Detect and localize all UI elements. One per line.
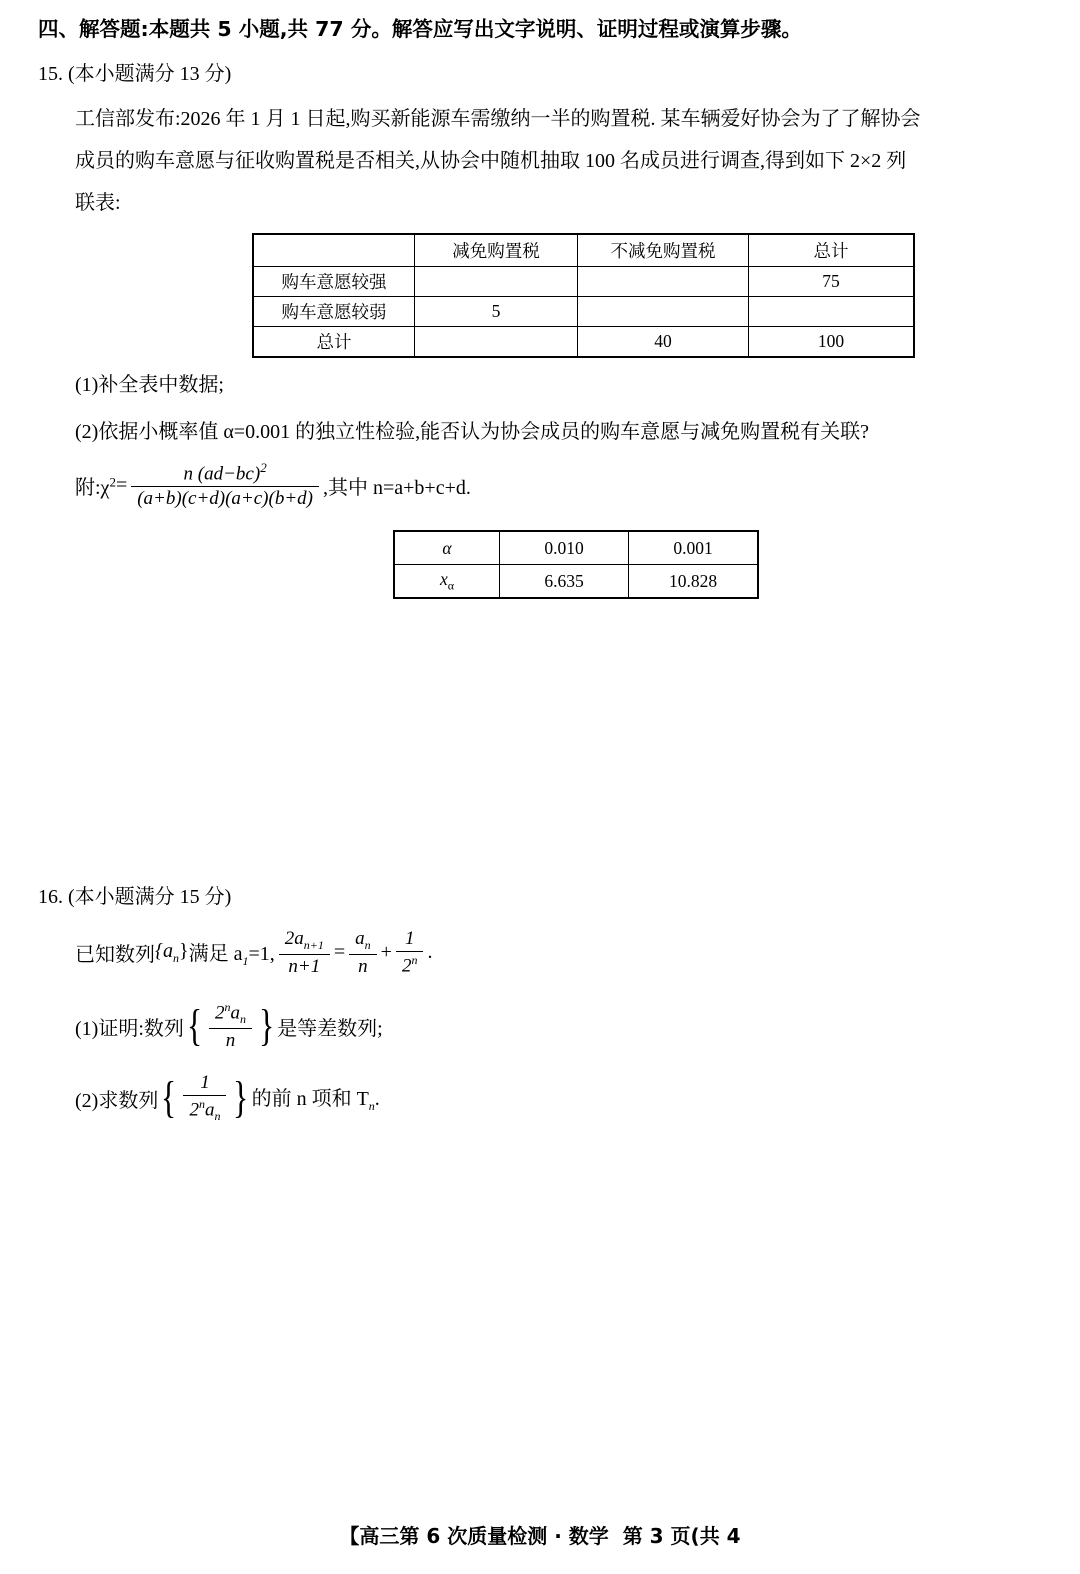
q16-fraction-mid bbox=[349, 928, 377, 978]
table-row bbox=[253, 297, 914, 327]
q16-stem-eq1: =1, bbox=[248, 942, 275, 965]
cell-grand-total: 100 bbox=[749, 327, 915, 358]
table-header-corner bbox=[253, 234, 415, 267]
table-header-not-reduced-tax: 不减免购置税 bbox=[578, 234, 749, 267]
cell-strong-reduced bbox=[415, 267, 578, 297]
q16-fraction-mid-den: n bbox=[358, 955, 368, 977]
formula-denominator: (a+b)(c+d)(a+c)(b+d) bbox=[137, 488, 313, 510]
table-header-reduced-tax: 减免购置税 bbox=[415, 234, 578, 267]
formula-numerator-text: n (ad−bc) bbox=[183, 463, 261, 485]
q16-seq-open: {a bbox=[155, 939, 173, 962]
q16-p2-mid-text: 的前 n 项和 T bbox=[251, 1088, 369, 1111]
table-row bbox=[253, 327, 914, 358]
formula-fraction bbox=[131, 460, 319, 510]
alpha-symbol: α bbox=[442, 537, 452, 558]
question-16-stem bbox=[75, 928, 432, 978]
question-16-number: 16. bbox=[38, 886, 63, 908]
formula-numerator bbox=[178, 460, 273, 486]
footer-title: 高三第 6 次质量检测 · 数学 bbox=[359, 1524, 609, 1548]
question-15-points: (本小题满分 13 分) bbox=[68, 63, 232, 85]
q16-p2-num: 1 bbox=[200, 1072, 210, 1093]
critical-value-table-wrapper bbox=[393, 530, 759, 599]
q16-f1-num-sub: n+1 bbox=[303, 937, 324, 952]
brace-close: } bbox=[258, 1001, 275, 1051]
q16-p1-den: n bbox=[225, 1030, 236, 1052]
q16-f3-den-exp: n bbox=[411, 953, 418, 968]
brace-open: { bbox=[186, 1001, 203, 1051]
q16-seq-close: } bbox=[179, 939, 189, 962]
question-15-stem-line-1: 工信部发布:2026 年 1 月 1 日起,购买新能源车需缴纳一半的购置税. 某车辆爱好协会为了了解协会 bbox=[75, 108, 921, 130]
section-header: 四、解答题:本题共 5 小题,共 77 分。解答应写出文字说明、证明过程或演算步骤。 bbox=[38, 17, 802, 41]
q16-p1-lead: (1)证明:数列 bbox=[75, 1017, 184, 1040]
question-16-header bbox=[38, 880, 231, 909]
row-label-total: 总计 bbox=[253, 327, 415, 358]
question-15-header bbox=[38, 57, 231, 86]
q16-p1-tail: 是等差数列; bbox=[277, 1017, 383, 1040]
q16-p1-num-a: a bbox=[230, 1002, 241, 1024]
contingency-table bbox=[252, 233, 915, 358]
table-row bbox=[253, 234, 914, 267]
q16-fraction-right bbox=[396, 928, 424, 977]
q16-p2-lead: (2)求数列 bbox=[75, 1089, 159, 1112]
critical-value-6635: 6.635 bbox=[500, 565, 629, 599]
page-footer bbox=[0, 1520, 1080, 1549]
q16-plus: + bbox=[380, 941, 392, 964]
x-alpha-label bbox=[394, 565, 500, 599]
q16-fraction-right-num: 1 bbox=[404, 928, 415, 950]
q16-stem-lead: 已知数列 bbox=[75, 944, 155, 967]
cell-weak-total bbox=[749, 297, 915, 327]
table-row bbox=[394, 531, 758, 565]
table-header-total: 总计 bbox=[749, 234, 915, 267]
x-symbol: x bbox=[439, 568, 448, 589]
q16-p2-den-base: 2 bbox=[189, 1099, 199, 1121]
q16-seq-sub: n bbox=[173, 950, 179, 965]
row-label-strong: 购车意愿较强 bbox=[253, 267, 415, 297]
q16-f1-num-text: 2a bbox=[284, 928, 304, 949]
cell-total-not-reduced: 40 bbox=[578, 327, 749, 358]
cell-strong-total: 75 bbox=[749, 267, 915, 297]
chi-square-formula bbox=[75, 460, 471, 510]
q16-p1-fraction bbox=[209, 1000, 252, 1052]
alpha-label bbox=[394, 531, 500, 565]
q16-fraction-left-num bbox=[279, 928, 330, 954]
q16-p2-den-exp: n bbox=[198, 1097, 205, 1111]
footer-bracket: 【 bbox=[339, 1526, 360, 1548]
alpha-value-0010: 0.010 bbox=[500, 531, 629, 565]
alpha-value-0001: 0.001 bbox=[629, 531, 759, 565]
q16-fraction-left bbox=[279, 928, 330, 978]
q16-p2-fraction bbox=[183, 1072, 226, 1124]
cell-total-reduced bbox=[415, 327, 578, 358]
table-row bbox=[394, 565, 758, 599]
brace-close: } bbox=[233, 1073, 249, 1123]
question-16-part-1 bbox=[75, 1000, 383, 1052]
q16-p1-num-a-sub: n bbox=[240, 1012, 247, 1027]
q16-p2-den-a-sub: n bbox=[214, 1109, 221, 1124]
question-15-stem-line-2: 成员的购车意愿与征收购置税是否相关,从协会中随机抽取 100 名成员进行调查,得到如下 2×2 列 bbox=[75, 150, 907, 172]
row-label-weak: 购车意愿较弱 bbox=[253, 297, 415, 327]
q16-period: . bbox=[427, 941, 433, 964]
question-15-stem-line-3: 联表: bbox=[75, 192, 121, 214]
q16-p2-T-sub: n bbox=[368, 1099, 375, 1114]
q16-p1-num-exp: n bbox=[224, 1000, 231, 1014]
formula-tail: ,其中 n=a+b+c+d. bbox=[323, 476, 471, 499]
x-subscript: α bbox=[447, 578, 455, 593]
formula-exponent: 2 bbox=[109, 474, 116, 489]
question-16-part-2 bbox=[75, 1072, 380, 1124]
q16-f3-den-text: 2 bbox=[401, 955, 412, 977]
q16-p2-den bbox=[183, 1096, 226, 1124]
question-15-part-2: (2)依据小概率值 α=0.001 的独立性检验,能否认为协会成员的购车意愿与减免购置税有关联? bbox=[75, 421, 869, 443]
question-16-points: (本小题满分 15 分) bbox=[68, 886, 232, 908]
cell-weak-reduced: 5 bbox=[415, 297, 578, 327]
question-15-number: 15. bbox=[38, 63, 63, 85]
q16-p2-den-a: a bbox=[204, 1099, 215, 1121]
formula-equals: = bbox=[115, 473, 128, 496]
q16-sequence-symbol bbox=[155, 940, 189, 966]
question-15-part-1: (1)补全表中数据; bbox=[75, 374, 224, 396]
critical-value-table bbox=[393, 530, 759, 599]
cell-strong-not-reduced bbox=[578, 267, 749, 297]
formula-lead: 附:χ bbox=[75, 476, 110, 499]
q16-p1-num bbox=[209, 1000, 252, 1028]
table-row bbox=[253, 267, 914, 297]
q16-f2-num-text: a bbox=[355, 928, 365, 949]
q16-f2-num-sub: n bbox=[364, 937, 371, 952]
q16-fraction-left-den: n+1 bbox=[288, 955, 321, 977]
q16-fraction-right-den bbox=[396, 952, 424, 977]
q16-stem-mid-text: 满足 a bbox=[188, 942, 243, 965]
cell-weak-not-reduced bbox=[578, 297, 749, 327]
question-15-stem bbox=[75, 98, 1035, 224]
formula-numerator-exponent: 2 bbox=[260, 460, 267, 475]
footer-page-number: 第 3 页(共 4 bbox=[622, 1524, 741, 1548]
contingency-table-wrapper bbox=[252, 233, 915, 358]
q16-p2-mid bbox=[252, 1082, 380, 1114]
critical-value-10828: 10.828 bbox=[629, 565, 759, 599]
q16-equals: = bbox=[333, 941, 346, 964]
q16-p2-tail: . bbox=[374, 1088, 380, 1111]
q16-stem-mid bbox=[189, 937, 275, 969]
brace-open: { bbox=[161, 1073, 177, 1123]
q16-fraction-mid-num bbox=[349, 928, 377, 954]
q16-a1-sub: 1 bbox=[242, 953, 249, 968]
q16-p1-num-base: 2 bbox=[215, 1002, 225, 1024]
